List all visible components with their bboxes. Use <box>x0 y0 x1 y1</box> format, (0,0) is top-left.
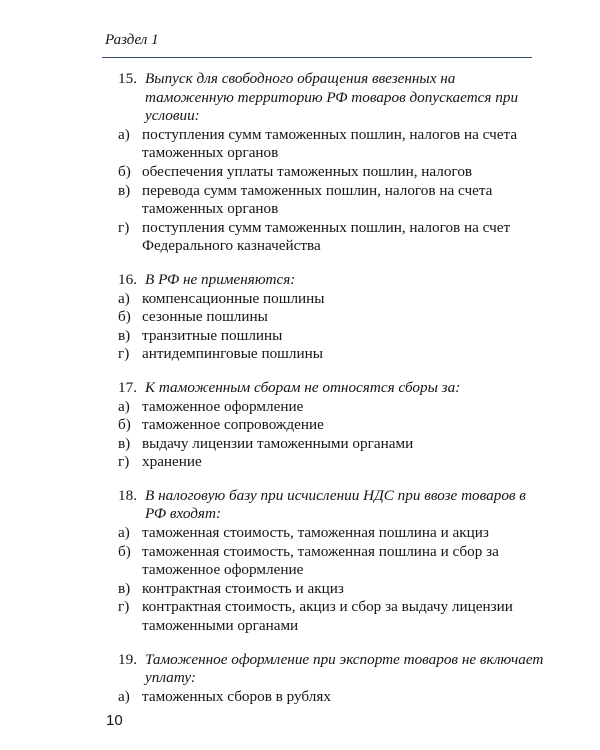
question-number: 17. <box>118 378 137 396</box>
option-text: транзитные пошлины <box>142 326 283 344</box>
question-text: К таможенным сборам не относятся сборы за: <box>145 378 461 396</box>
question-16 <box>118 271 548 364</box>
option-letter: в) <box>118 579 131 597</box>
question-19 <box>118 651 548 707</box>
question-row <box>118 379 548 398</box>
question-text: Выпуск для свободного обращения ввезенных на таможенную территорию РФ товаров допускается при условии: <box>145 70 519 125</box>
option-text: хранение <box>142 453 202 471</box>
answer-option <box>118 435 548 454</box>
question-row <box>118 651 548 688</box>
answer-option <box>118 580 548 599</box>
question-text: В налоговую базу при исчислении НДС при ввозе товаров в РФ входят: <box>145 486 526 523</box>
option-text: выдачу лицензии таможенными органами <box>142 434 414 452</box>
option-text: поступления сумм таможенных пошлин, налогов на счета таможенных органов <box>142 125 518 162</box>
question-row <box>118 271 548 290</box>
option-text: перевода сумм таможенных пошлин, налогов на счета таможенных органов <box>142 181 493 218</box>
option-letter: в) <box>118 181 131 199</box>
question-17 <box>118 379 548 472</box>
option-letter: б) <box>118 542 131 560</box>
option-text: таможенное оформление <box>142 397 304 415</box>
answer-option <box>118 688 548 707</box>
option-letter: г) <box>118 453 130 471</box>
option-text: поступления сумм таможенных пошлин, налогов на счет Федерального казначейства <box>142 218 511 255</box>
answer-option <box>118 398 548 417</box>
option-text: таможенная стоимость, таможенная пошлина и сбор за таможенное оформление <box>142 542 499 579</box>
question-list <box>118 70 548 721</box>
page-number: 10 <box>106 712 123 729</box>
answer-option <box>118 163 548 182</box>
option-text: контрактная стоимость, акциз и сбор за выдачу лицензии таможенными органами <box>142 598 513 635</box>
question-number: 18. <box>118 486 137 504</box>
question-row <box>118 70 548 126</box>
answer-option <box>118 182 548 219</box>
header-rule <box>102 57 532 58</box>
answer-option <box>118 327 548 346</box>
question-text: Таможенное оформление при экспорте товаров не включает уплату: <box>145 650 544 687</box>
answer-option <box>118 416 548 435</box>
option-text: контрактная стоимость и акциз <box>142 579 344 597</box>
option-letter: г) <box>118 598 130 616</box>
answer-option <box>118 524 548 543</box>
option-text: таможенное сопровождение <box>142 416 324 434</box>
question-number: 16. <box>118 270 137 288</box>
section-header: Раздел 1 <box>105 32 159 48</box>
option-text: таможенных сборов в рублях <box>142 687 331 705</box>
option-text: сезонные пошлины <box>142 308 268 326</box>
option-letter: а) <box>118 687 130 705</box>
question-row <box>118 487 548 524</box>
question-number: 15. <box>118 70 137 87</box>
option-text: компенсационные пошлины <box>142 289 325 307</box>
answer-option <box>118 219 548 256</box>
option-letter: а) <box>118 289 130 307</box>
question-18 <box>118 487 548 636</box>
option-letter: б) <box>118 416 131 434</box>
option-text: антидемпинговые пошлины <box>142 345 323 363</box>
option-letter: г) <box>118 345 130 363</box>
option-text: обеспечения уплаты таможенных пошлин, налогов <box>142 162 473 180</box>
option-letter: в) <box>118 326 131 344</box>
answer-option <box>118 126 548 163</box>
answer-option <box>118 543 548 580</box>
question-text: В РФ не применяются: <box>145 270 296 288</box>
answer-option <box>118 290 548 309</box>
question-number: 19. <box>118 650 137 668</box>
answer-option <box>118 598 548 635</box>
option-letter: г) <box>118 218 130 236</box>
option-letter: а) <box>118 125 130 143</box>
option-letter: в) <box>118 434 131 452</box>
question-15 <box>118 70 548 256</box>
option-letter: а) <box>118 524 130 542</box>
answer-option <box>118 453 548 472</box>
option-letter: б) <box>118 162 131 180</box>
answer-option <box>118 308 548 327</box>
answer-option <box>118 345 548 364</box>
option-text: таможенная стоимость, таможенная пошлина и акциз <box>142 524 489 542</box>
option-letter: а) <box>118 397 130 415</box>
option-letter: б) <box>118 308 131 326</box>
